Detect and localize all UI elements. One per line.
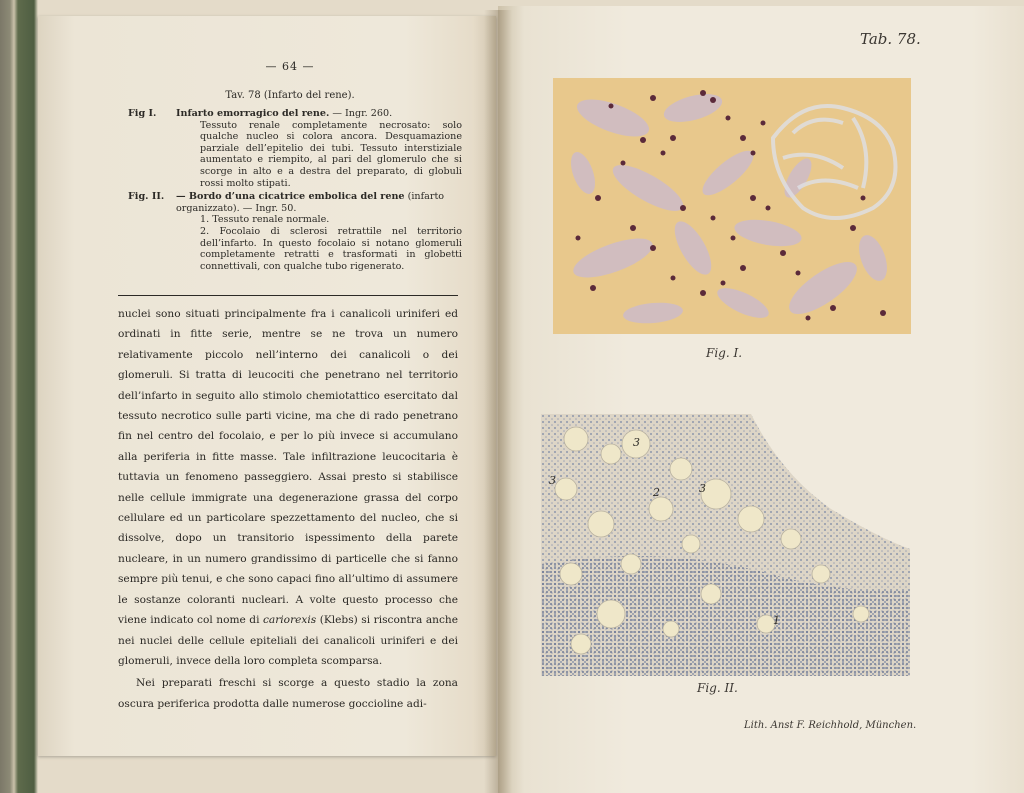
plate-reference-text: Tav. 78 (Infarto del rene).: [225, 90, 355, 101]
fig-2-svg: [541, 414, 910, 676]
fig-1-heading: [176, 108, 392, 120]
fig-2-heading: [176, 191, 468, 214]
body-paragraph-1-end: (Klebs) si riscontra anche nei nuclei delle cellule epiteliali dei canalicoli uriniferi e dei glomeruli, invece della loro completa scomparsa.: [118, 614, 458, 667]
plate-reference: [140, 90, 440, 101]
fig-1-description: Tessuto renale completamente necrosato: solo qualche nucleo si colora ancora. Desquamazione parziale dell’epitelio dei tubi. Tessuto interstiziale aumentato e riempito, al pari del glomerulo che si scorge in alto e a destra del preparato, di globuli rossi molto stipati.: [200, 119, 462, 189]
fig-2-label: Fig. II.: [128, 191, 165, 203]
figure-legends: [128, 108, 468, 272]
body-paragraph-2: Nei preparati freschi si scorge a questo stadio la zona oscura periferica prodotta dalle numerose goccioline adi-: [118, 677, 458, 710]
fig-2-label-3c: 3: [699, 482, 706, 495]
fig-1-caption: Fig. I.: [706, 346, 743, 360]
fig-2-tissue: [541, 414, 910, 676]
fig-1-title: Infarto emorragico del rene.: [176, 108, 330, 119]
fig-1-label: Fig I.: [128, 108, 157, 119]
body-paragraph-1: [118, 304, 458, 671]
fig-2-item-1: 1. Tessuto renale normale.: [200, 214, 330, 226]
fig-2-label-2: 2: [653, 486, 660, 499]
fig-1-magnification: — Ingr. 260.: [329, 108, 393, 119]
lithographer-imprint: Lith. Anst F. Reichhold, München.: [744, 720, 917, 731]
fig-2-title: — Bordo d’una cicatrice embolica del rene: [176, 191, 405, 203]
section-divider: [118, 295, 458, 296]
plate-title: Tab. 78.: [860, 30, 921, 48]
body-paragraph-1-text: nuclei sono situati principalmente fra i canalicoli uriniferi ed ordinati in fitte serie, mentre se ne trova un numero relativamente piccolo nell’interno dei canalicoli o dei glomeruli. Si tratta di leucociti che penetrano nel territorio dell’infarto in seguito allo stimolo chemiotattico esercitato dal tessuto necrotico sulle parti vicine, ma che di rado penetrano fin nel centro del focolaio, e per lo più invece si accumulano alla periferia in fitte masse. Tale infiltrazione leucocitaria è tuttavia un fenomeno passeggiero. Assai presto si stabilisce nelle cellule immigrate una degenerazione grassa del corpo cellulare ed un particolare spezzettamento del nucleo, che si dissolve, dopo un transitorio ispessimento della parete nucleare, in un numero grandissimo di particelle che si fanno sempre più tenui, e che sono capaci fino all’ultimo di assumere le sostanze coloranti nucleari. A volte questo processo che viene indicato col nome di: [118, 308, 458, 627]
fig-2-illustration: [541, 414, 910, 676]
fig-2-magnification: (infarto organizzato). — Ingr. 50.: [176, 191, 445, 214]
fig-1-legend: [128, 108, 468, 120]
body-text: [118, 304, 458, 714]
body-italic-term: cariorexis: [262, 614, 317, 627]
fig-2-label-1: 1: [773, 614, 780, 627]
fig-1-svg: [553, 78, 911, 334]
fig-2-label-3b: 3: [549, 474, 556, 487]
fig-2-legend: [128, 191, 468, 214]
fig-2-caption: Fig. II.: [697, 681, 738, 695]
book-gutter: [484, 10, 512, 793]
fig-1-illustration: [553, 78, 911, 334]
fig-2-label-3a: 3: [633, 436, 640, 449]
page-number: — 64 —: [265, 60, 315, 73]
fig-2-item-2: 2. Focolaio di sclerosi retrattile nel territorio dell’infarto. In questo focolaio si notano glomeruli completamente retratti e trasformati in globetti connettivali, con qualche tubo rigenerato.: [200, 225, 462, 272]
